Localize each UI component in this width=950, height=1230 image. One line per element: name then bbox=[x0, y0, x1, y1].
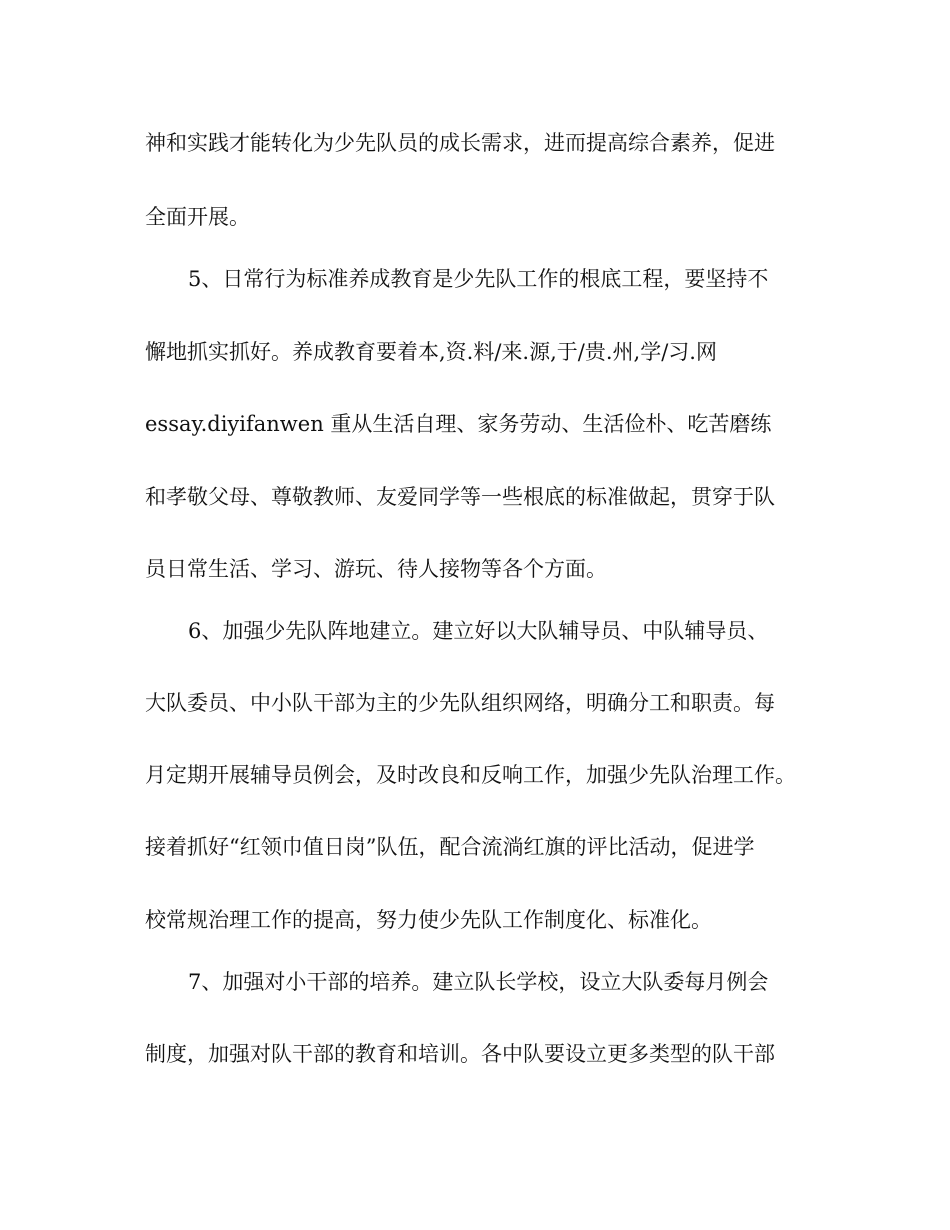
paragraph-line: essay.diyifanwen 重从生活自理、家务劳动、生活俭朴、吃苦磨练 bbox=[145, 412, 772, 436]
paragraph-line: 接着抓好“红领巾值日岗”队伍，配合流淌红旗的评比活动，促进学 bbox=[145, 835, 755, 859]
paragraph-line: 和孝敬父母、尊敬教师、友爱同学等一些根底的标准做起，贯穿于队 bbox=[145, 485, 775, 509]
paragraph-line: 大队委员、中小队干部为主的少先队组织网络，明确分工和职责。每 bbox=[145, 691, 775, 715]
paragraph-7-first-line: 7、加强对小干部的培养。建立队长学校，设立大队委每月例会 bbox=[188, 970, 769, 994]
paragraph-line: 月定期开展辅导员例会，及时改良和反响工作，加强少先队治理工作。 bbox=[145, 763, 796, 787]
paragraph-line: 全面开展。 bbox=[145, 205, 250, 229]
paragraph-line: 校常规治理工作的提高，努力使少先队工作制度化、标准化。 bbox=[145, 908, 712, 932]
paragraph-line: 神和实践才能转化为少先队员的成长需求，进而提高综合素养，促进 bbox=[145, 131, 775, 155]
paragraph-line: 懈地抓实抓好。养成教育要着本,资.料/来.源,于/贵.州,学/习.网 bbox=[145, 340, 717, 364]
paragraph-line: 员日常生活、学习、游玩、待人接物等各个方面。 bbox=[145, 557, 607, 581]
paragraph-6-first-line: 6、加强少先队阵地建立。建立好以大队辅导员、中队辅导员、 bbox=[188, 619, 769, 643]
paragraph-5-first-line: 5、日常行为标准养成教育是少先队工作的根底工程，要坚持不 bbox=[188, 267, 769, 291]
paragraph-line: 制度，加强对队干部的教育和培训。各中队要设立更多类型的队干部 bbox=[145, 1042, 775, 1066]
